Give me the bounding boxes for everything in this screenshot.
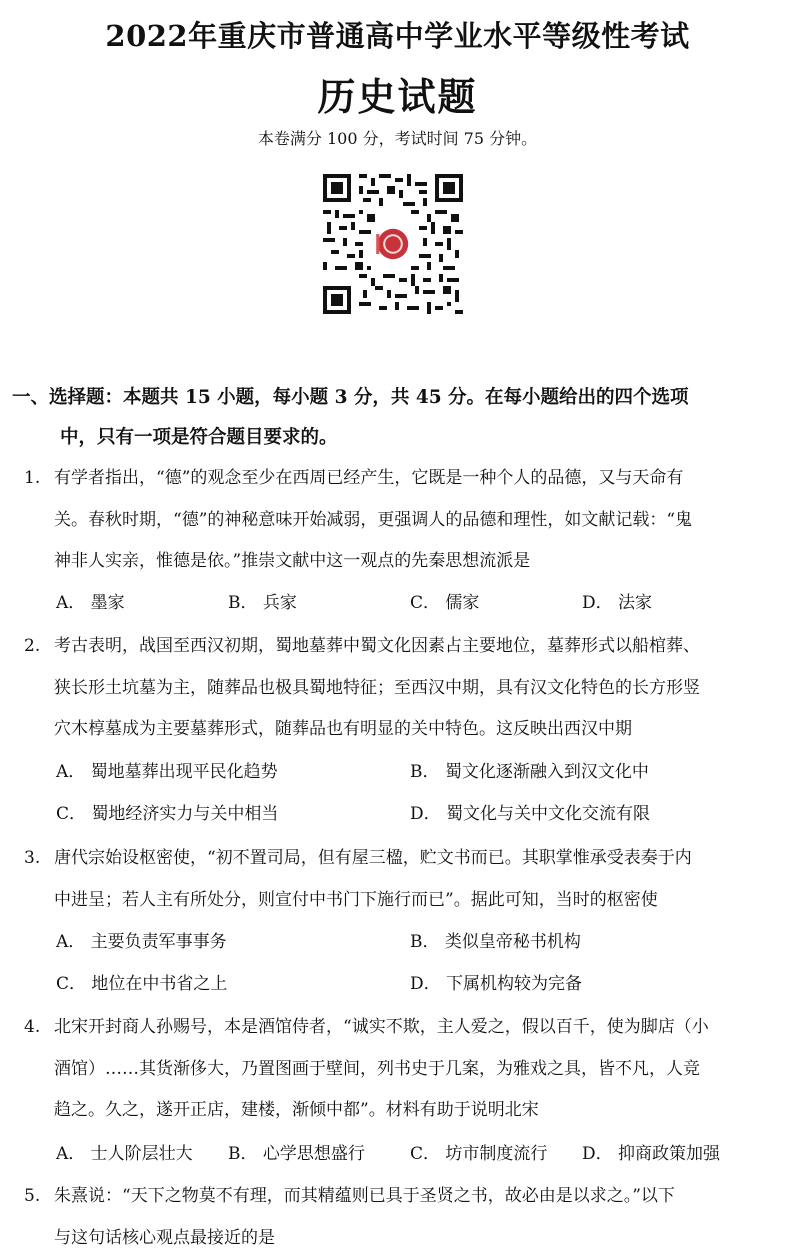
section-heading-line1: 一、选择题：本题共 15 小题，每小题 3 分，共 45 分。在每小题给出的四个选项 (12, 387, 689, 408)
question-2 (24, 626, 784, 751)
question-text-line: 趋之。久之，遂开正店，建楼，渐倾中都”。材料有助于说明北宋 (54, 1100, 539, 1120)
option-c[interactable]: C． 坊市制度流行 (410, 1144, 548, 1164)
question-text-line: 朱熹说：“天下之物莫不有理，而其精蕴则已具于圣贤之书，故必由是以求之。”以下 (54, 1186, 675, 1206)
question-text-line: 有学者指出，“德”的观念至少在西周已经产生，它既是一种个人的品德，又与天命有 (54, 468, 684, 488)
question-text-line: 神非人实亲，惟德是依。”推崇文献中这一观点的先秦思想流派是 (54, 551, 531, 571)
question-number: 4. (24, 1017, 41, 1037)
question-text-line: 狭长形土坑墓为主，随葬品也极具蜀地特征；至西汉中期，具有汉文化特色的长方形竖 (54, 677, 700, 698)
question-1 (24, 458, 784, 583)
option-d[interactable]: D． 法家 (582, 593, 653, 613)
option-c[interactable]: C． 蜀地经济实力与关中相当 (56, 804, 279, 824)
option-d[interactable]: D． 蜀文化与关中文化交流有限 (410, 804, 651, 824)
question-4 (24, 1007, 784, 1132)
question-text-line: 酒馆）……其货渐侈大，乃置图画于壁间，列书史于几案，为雅戏之具，皆不凡，人竞 (54, 1058, 700, 1079)
option-b[interactable]: B． 类似皇帝秘书机构 (410, 932, 581, 952)
question-text-line: 北宋开封商人孙赐号，本是酒馆侍者，“诚实不欺，主人爱之，假以百千，使为脚店（小 (54, 1017, 709, 1037)
option-a[interactable]: A． 士人阶层壮大 (56, 1144, 193, 1164)
qr-code-icon (323, 174, 463, 314)
question-number: 3. (24, 848, 41, 868)
option-c[interactable]: C． 儒家 (410, 593, 480, 613)
question-text-line: 唐代宗始设枢密使，“初不置司局，但有屋三楹，贮文书而已。其职掌惟承受表奏于内 (54, 848, 692, 868)
option-d[interactable]: D． 抑商政策加强 (582, 1144, 721, 1164)
question-number: 2. (24, 636, 41, 656)
question-number: 5. (24, 1186, 41, 1206)
question-3-options (56, 922, 786, 1006)
exam-title: 2022年重庆市普通高中学业水平等级性考试 (105, 19, 690, 53)
option-a[interactable]: A． 墨家 (56, 593, 125, 613)
question-text-line: 考古表明，战国至西汉初期，蜀地墓葬中蜀文化因素占主要地位，墓葬形式以船棺葬、 (54, 636, 700, 656)
section-heading-line2: 中，只有一项是符合题目要求的。 (60, 427, 338, 448)
question-text-line: 穴木椁墓成为主要墓葬形式，随葬品也有明显的关中特色。这反映出西汉中期 (54, 719, 632, 739)
option-a[interactable]: A． 主要负责军事事务 (56, 932, 227, 952)
option-b[interactable]: B． 蜀文化逐渐融入到汉文化中 (410, 762, 649, 782)
option-b[interactable]: B． 兵家 (228, 593, 297, 613)
question-1-options (56, 583, 786, 625)
question-2-options (56, 752, 786, 836)
question-5 (24, 1176, 784, 1259)
option-b[interactable]: B． 心学思想盛行 (228, 1144, 365, 1164)
exam-instructions: 本卷满分 100 分，考试时间 75 分钟。 (257, 129, 538, 148)
question-text-line: 与这句话核心观点最接近的是 (54, 1227, 275, 1248)
question-text-line: 关。春秋时期，“德”的神秘意味开始减弱，更强调人的品德和理性，如文献记载：“鬼 (54, 509, 693, 530)
question-text-line: 中进呈；若人主有所处分，则宣付中书门下施行而已”。据此可知，当时的枢密使 (54, 889, 658, 910)
question-number: 1. (24, 468, 41, 488)
section-heading (12, 378, 784, 458)
exam-subject-title: 历史试题 (317, 74, 478, 119)
option-d[interactable]: D． 下属机构较为完备 (410, 974, 583, 994)
question-4-options (56, 1134, 786, 1176)
option-a[interactable]: A． 蜀地墓葬出现平民化趋势 (56, 762, 278, 782)
option-c[interactable]: C． 地位在中书省之上 (56, 974, 228, 994)
question-3 (24, 838, 784, 921)
